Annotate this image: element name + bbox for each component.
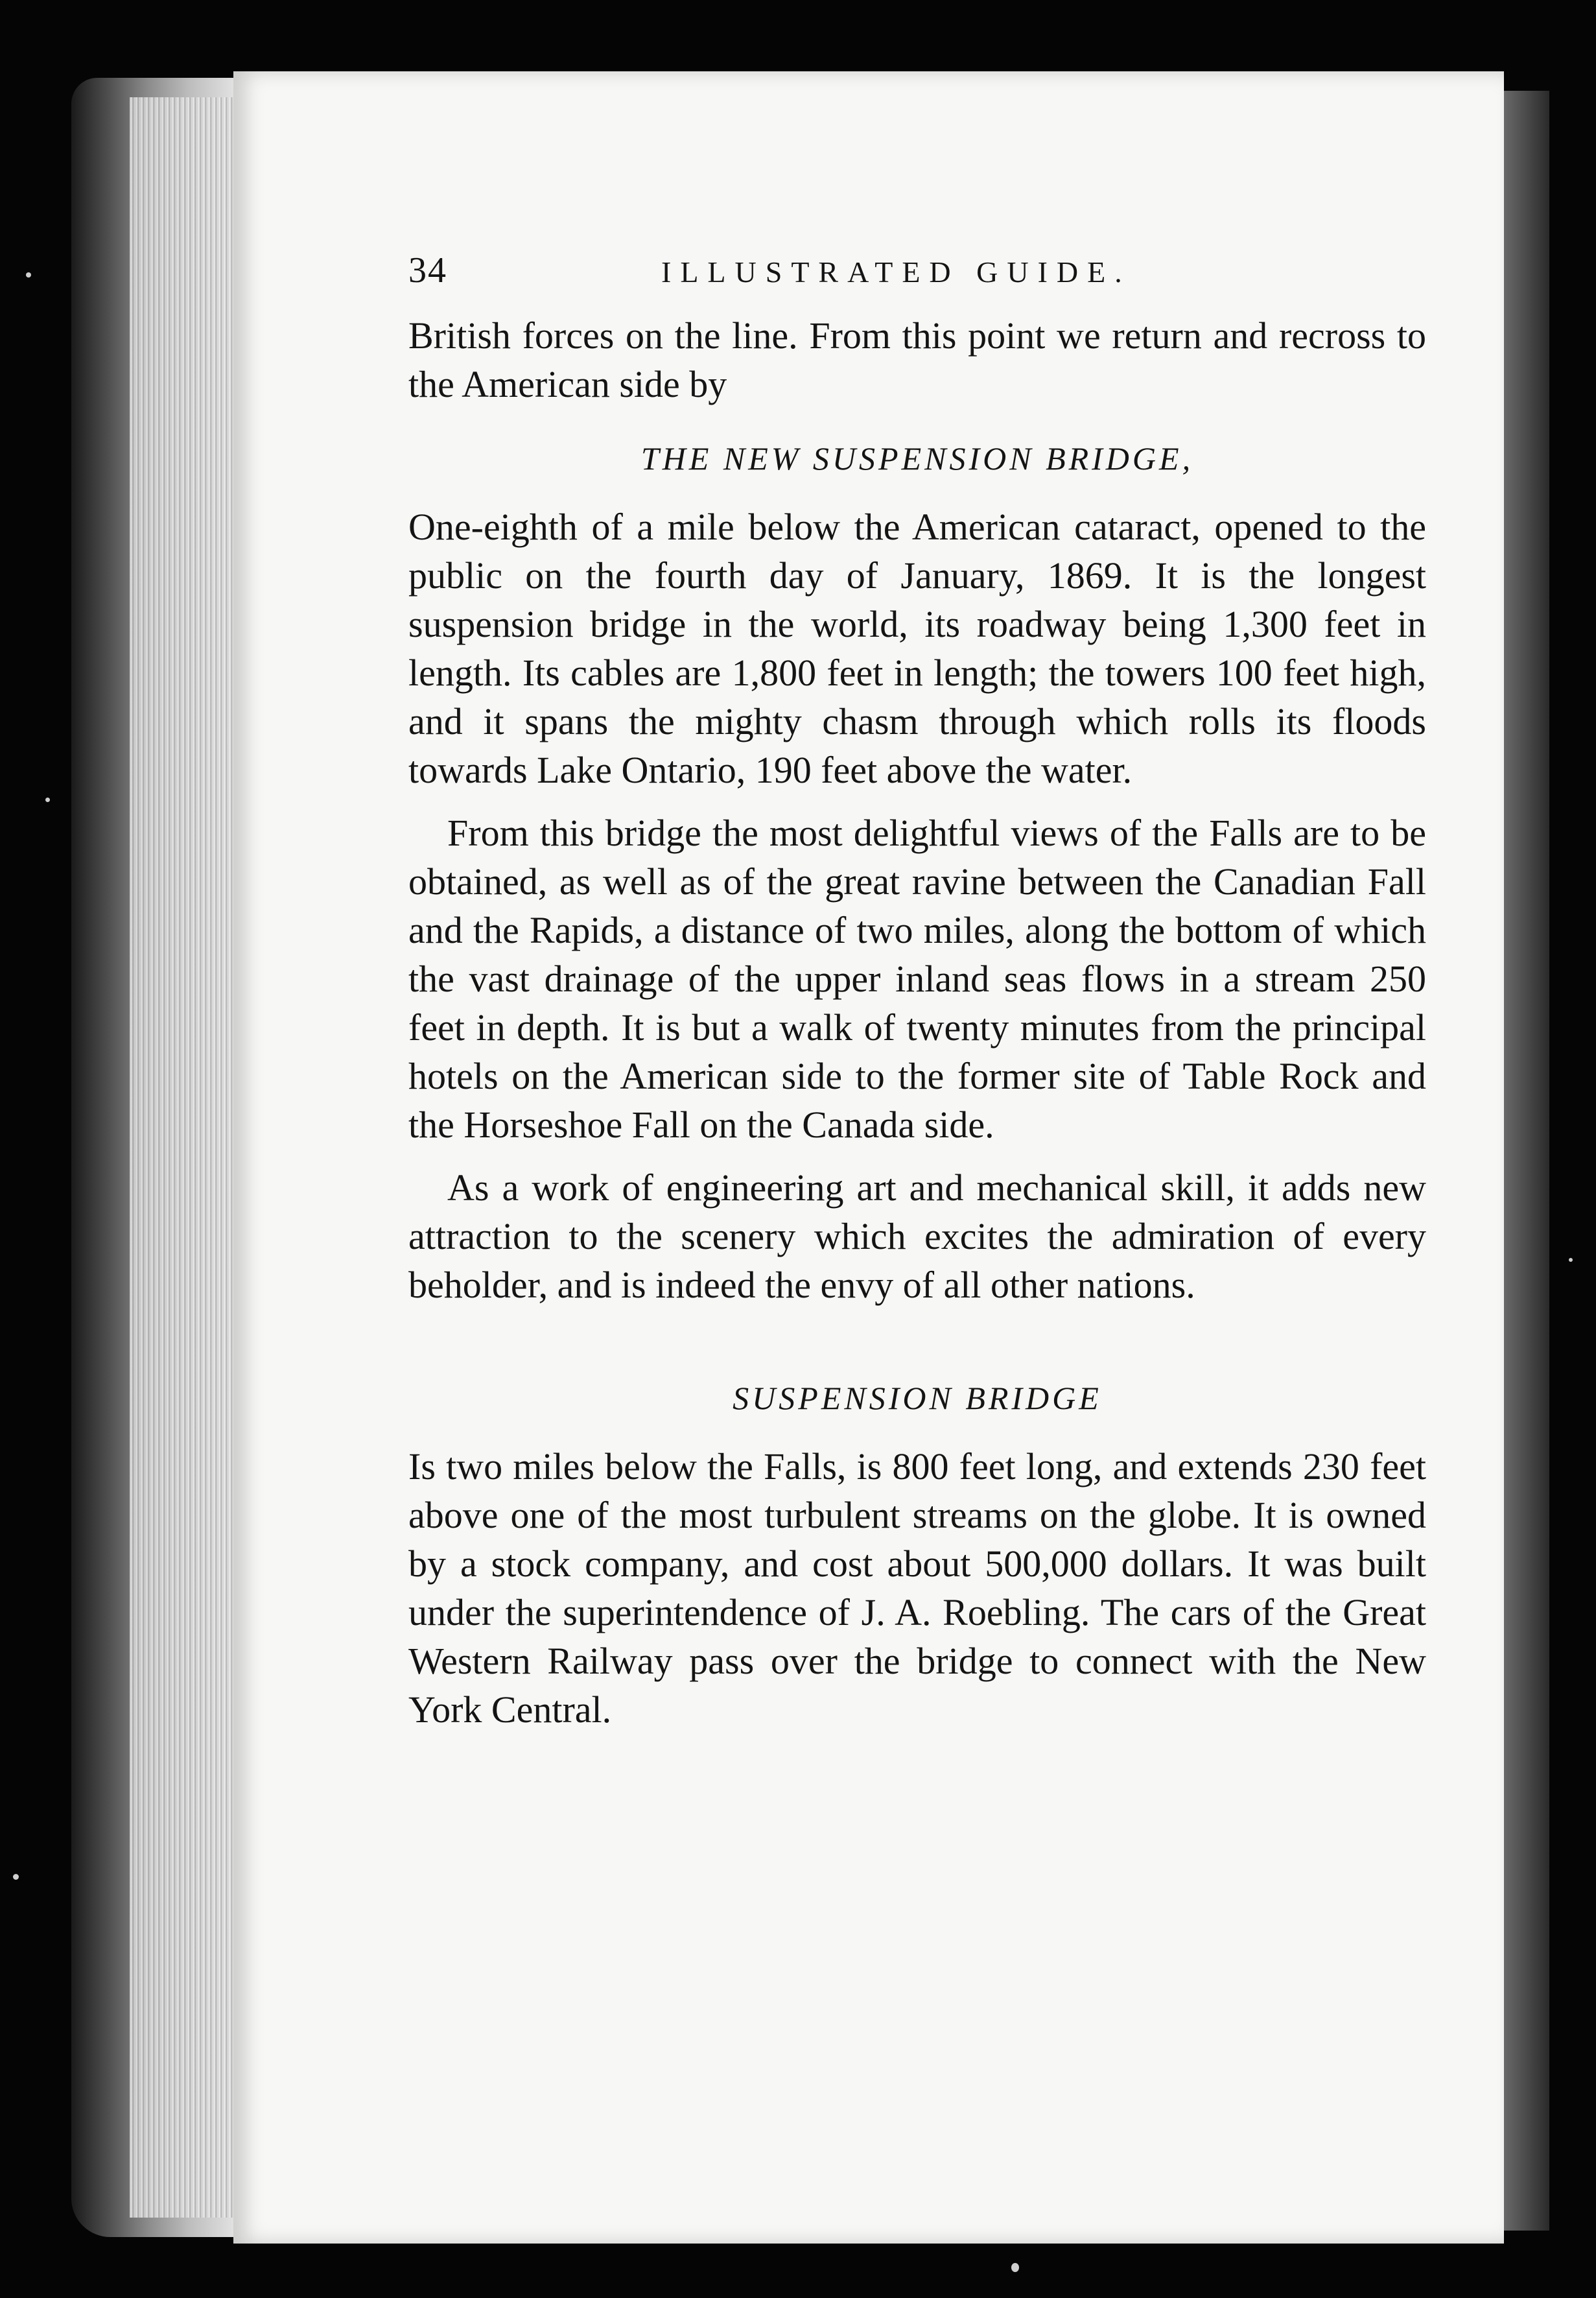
paragraph: From this bridge the most delightful views of the Falls are to be obtained, as well as of the great ravine between the Canadian Fall and the Rapids, a distance of two miles, along the bottom of which the vast drainage of the upper inland seas flows in a stream 250 feet in depth. It is but a walk of twenty minutes from the principal hotels on the American side to the former site of Table Rock and the Horseshoe Fall on the Canada side. [408,812,1426,1146]
running-head-title: ILLUSTRATED GUIDE. [661,255,1131,289]
section-heading-new-suspension-bridge: THE NEW SUSPENSION BRIDGE, [640,440,1194,477]
section-heading-suspension-bridge: SUSPENSION BRIDGE [733,1380,1102,1416]
dust-speck [45,798,50,802]
dust-speck [13,1874,19,1880]
page-number: 34 [408,250,447,290]
running-head [408,246,1426,311]
paragraph: One-eighth of a mile below the American cataract, opened to the public on the fourth day of January, 1869. It is the longest suspension bridge in the world, its roadway being 1,300 feet in length. Its cables are 1,800 feet in length; the towers 100 feet high, and it spans the mighty chasm through which rolls its floods towards Lake Ontario, 190 feet above the water. [408,506,1426,791]
paragraph: As a work of engineering art and mechanical skill, it adds new attraction to the scenery which excites the admiration of every beholder, and is indeed the envy of all other nations. [408,1167,1426,1306]
page-text [408,246,1426,1734]
dust-speck [1011,2263,1019,2272]
intro-paragraph: British forces on the line. From this point we return and recross to the American side by [408,314,1426,405]
dust-speck [1569,1258,1573,1262]
dust-speck [26,272,31,278]
page-stack-edge [130,97,240,2218]
paragraph: Is two miles below the Falls, is 800 feet long, and extends 230 feet above one of the most turbulent streams on the globe. It is owned by a stock company, and cost about 500,000 dollars. It was built under the superintendence of J. A. Roebling. The cars of the Great Western Railway pass over the bridge to connect with the New York Central. [408,1445,1426,1731]
